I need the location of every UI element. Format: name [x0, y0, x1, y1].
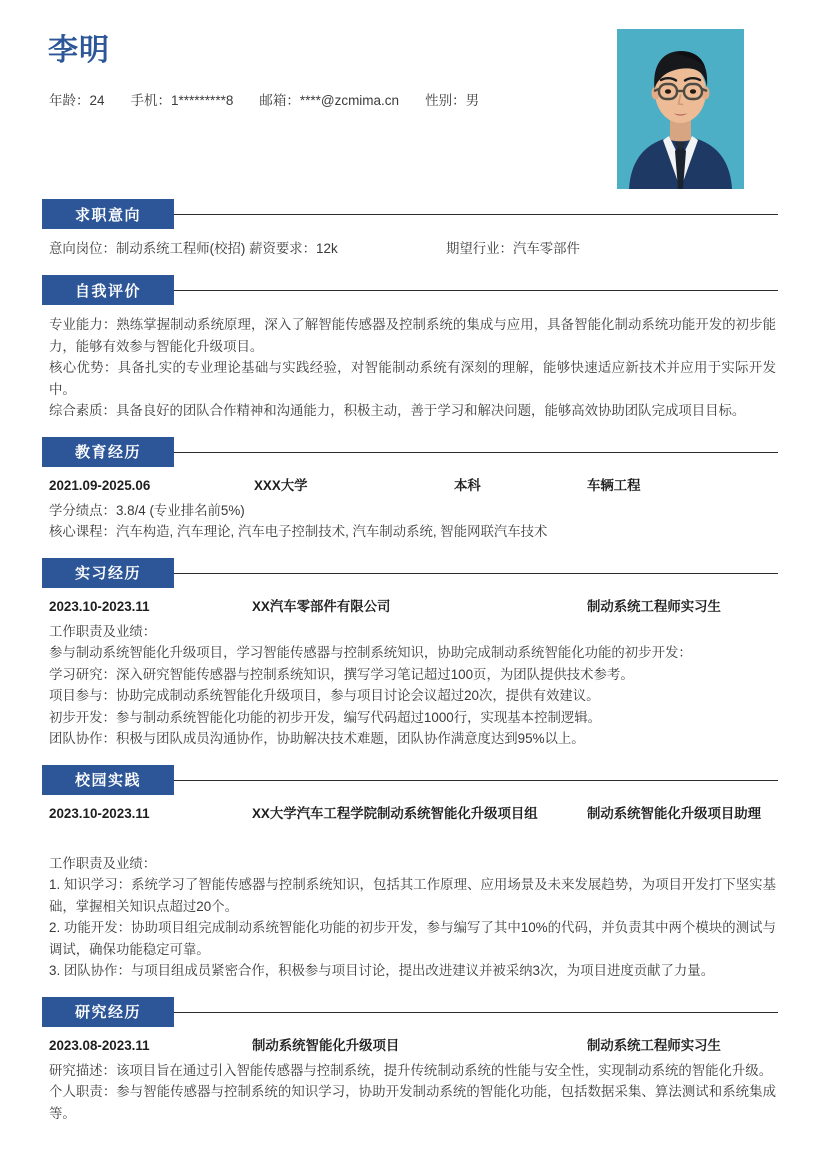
spacer: [42, 229, 778, 238]
contact-age-value: 24: [89, 93, 105, 108]
section-rule: [174, 780, 778, 781]
contact-info-row: [49, 92, 505, 111]
research-date: 2023.08-2023.11: [49, 1037, 150, 1053]
section-internship: [42, 543, 778, 750]
section-rule: [174, 573, 778, 574]
education-major: 车辆工程: [587, 477, 641, 493]
section-rule: [174, 290, 778, 291]
section-title-research: 研究经历: [42, 997, 174, 1027]
spacer: [42, 305, 778, 314]
section-header-self-evaluation: [42, 275, 778, 305]
contact-age: [49, 92, 105, 111]
section-rule: [174, 214, 778, 215]
research-description: 研究描述：该项目旨在通过引入智能传感器与控制系统，提升传统制动系统的性能与安全性，实现制动系统的智能化升级。: [49, 1062, 773, 1078]
spacer: [42, 543, 778, 552]
campus-bullet: 2. 功能开发：协助项目组完成制动系统智能化功能的初步开发，参与编写了其中10%的代码，并负责其中两个模块的测试与调试，确保功能稳定可靠。: [49, 920, 776, 957]
contact-phone: [131, 92, 234, 111]
campus-body: [42, 853, 778, 982]
education-gpa: 学分绩点：3.8/4 (专业排名前5%): [49, 502, 245, 518]
self-evaluation-paragraph: 专业能力：熟练掌握制动系统原理，深入了解智能传感器及控制系统的集成与应用，具备智能化制动系统功能开发的初步能力，能够有效参与智能化升级项目。: [49, 317, 776, 354]
contact-email-value: ****@zcmima.cn: [299, 93, 400, 108]
spacer: [42, 260, 778, 269]
internship-summary: 参与制动系统智能化升级项目，学习智能传感器与控制系统知识，协助完成制动系统智能化功能的初步开发：: [49, 645, 692, 660]
internship-company: XX汽车零部件有限公司: [252, 598, 391, 614]
spacer: [42, 795, 778, 804]
section-rule: [174, 1012, 778, 1013]
self-evaluation-paragraph: 综合素质：具备良好的团队合作精神和沟通能力，积极主动，善于学习和解决问题，能够高效协助团队完成项目目标。: [49, 403, 746, 418]
section-title-internship: 实习经历: [42, 558, 174, 588]
campus-duty-label: 工作职责及业绩：: [49, 855, 157, 871]
section-education: [42, 422, 778, 543]
contact-phone-value: 1*********8: [171, 93, 234, 108]
education-degree: 本科: [454, 477, 481, 493]
section-title-campus-practice: 校园实践: [42, 765, 174, 795]
spacer: [42, 844, 778, 853]
contact-phone-label: 手机：: [130, 93, 172, 108]
spacer: [42, 750, 778, 759]
campus-entry-title: [42, 804, 778, 844]
research-body: [42, 1060, 778, 1125]
internship-bullet: 初步开发：参与制动系统智能化功能的初步开发，编写代码超过1000行，实现基本控制逻辑。: [49, 709, 602, 725]
contact-gender-value: 男: [465, 93, 480, 108]
campus-bullet: 3. 团队协作：与项目组成员紧密合作，积极参与项目讨论，提出改进建议并被采纳3次，为项目进度贡献了力量。: [49, 963, 715, 978]
profile-photo: [617, 29, 744, 189]
research-role: 制动系统工程师实习生: [587, 1037, 721, 1053]
campus-date: 2023.10-2023.11: [49, 805, 150, 821]
internship-date: 2023.10-2023.11: [49, 598, 150, 614]
contact-age-label: 年龄：: [49, 93, 90, 108]
internship-duty-label: 工作职责及业绩：: [49, 623, 157, 639]
education-school: XXX大学: [254, 477, 308, 493]
section-self-evaluation: [42, 260, 778, 422]
job-intent-position: 意向岗位：制动系统工程师(校招) 薪资要求：12k: [49, 241, 338, 256]
section-job-intent: [42, 199, 778, 260]
section-title-job-intent: 求职意向: [42, 199, 174, 229]
contact-email: [259, 92, 399, 111]
section-research: [42, 982, 778, 1125]
internship-role: 制动系统工程师实习生: [587, 598, 721, 614]
internship-bullet: 团队协作：积极与团队成员沟通协作，协助解决技术难题，团队协作满意度达到95%以上。: [49, 731, 585, 746]
spacer: [42, 1027, 778, 1036]
campus-organization: XX大学汽车工程学院制动系统智能化升级项目组: [252, 805, 538, 821]
spacer: [42, 982, 778, 991]
contact-gender: [425, 92, 479, 111]
research-project: 制动系统智能化升级项目: [252, 1037, 400, 1053]
education-details: [42, 500, 778, 543]
page-title: 李明: [48, 34, 110, 67]
campus-bullet: 1. 知识学习：系统学习了智能传感器与控制系统知识，包括其工作原理、应用场景及未来发展趋势，为项目开发打下坚实基础，掌握相关知识点超过20个。: [49, 877, 776, 914]
education-date: 2021.09-2025.06: [49, 477, 151, 493]
job-intent-industry: 期望行业：汽车零部件: [446, 241, 580, 256]
contact-gender-label: 性别：: [425, 93, 466, 108]
spacer: [42, 588, 778, 597]
section-campus-practice: [42, 750, 778, 982]
self-evaluation-paragraph: 核心优势：具备扎实的专业理论基础与实践经验，对智能制动系统有深刻的理解，能够快速适应新技术并应用于实际开发中。: [49, 360, 776, 397]
spacer: [42, 422, 778, 431]
education-courses: 核心课程：汽车构造, 汽车理论, 汽车电子控制技术, 汽车制动系统, 智能网联汽车技术: [49, 524, 548, 539]
profile-photo-image: [617, 29, 744, 189]
resume-header: [42, 0, 778, 193]
section-header-job-intent: [42, 199, 778, 229]
section-header-internship: [42, 558, 778, 588]
contact-email-label: 邮箱：: [259, 93, 300, 108]
research-entry-title: [42, 1036, 778, 1055]
section-header-campus-practice: [42, 765, 778, 795]
internship-bullet: 学习研究：深入研究智能传感器与控制系统知识，撰写学习笔记超过100页，为团队提供技术参考。: [49, 666, 634, 682]
campus-role: 制动系统智能化升级项目助理: [587, 805, 762, 821]
section-header-research: [42, 997, 778, 1027]
section-title-self-evaluation: 自我评价: [42, 275, 174, 305]
education-entry-title: [42, 476, 778, 495]
section-rule: [174, 452, 778, 453]
section-header-education: [42, 437, 778, 467]
internship-body: [42, 621, 778, 750]
internship-bullet: 项目参与：协助完成制动系统智能化升级项目，参与项目讨论会议超过20次，提供有效建议。: [49, 688, 600, 703]
section-title-education: 教育经历: [42, 437, 174, 467]
internship-entry-title: [42, 597, 778, 616]
research-responsibility: 个人职责：参与智能传感器与控制系统的知识学习，协助开发制动系统的智能化功能，包括数据采集、算法测试和系统集成等。: [49, 1084, 776, 1121]
spacer: [42, 467, 778, 476]
job-intent-row: [42, 238, 778, 260]
self-evaluation-body: [42, 314, 778, 422]
